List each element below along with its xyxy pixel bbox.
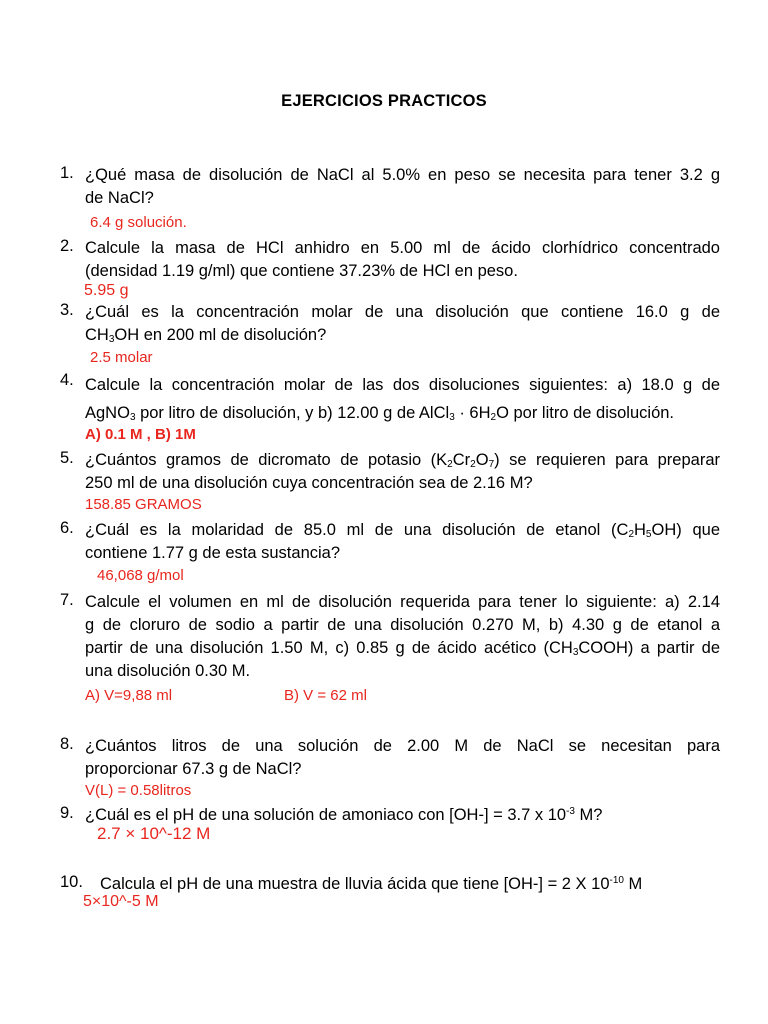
question-1: [60, 164, 720, 210]
question-5: 5. ¿Cuántos gramos de dicromato de potasio $(K_2Cr_2O_7)$ se requieren para preparar 250 ml de una disolución cuya concentración sea de 2.16 M?: [60, 449, 720, 492]
question-6: 6. ¿Cuál es la molaridad de 85.0 ml de una disolución de etanol $(C_2H_5OH)$ que contiene 1.77 g de esta sustancia?: [60, 519, 720, 562]
question-9: 9. ¿Cuál es el pH de una solución de amoniaco con [OH-] = 3.7 x $10^{-3}$ M?: [60, 804, 603, 824]
question-number: 1.: [60, 164, 74, 182]
answer-6: 46,068 g/mol: [97, 567, 184, 584]
answer-2: 5.95 g: [84, 282, 129, 299]
question-3: 3. ¿Cuál es la concentración molar de una disolución que contiene 16.0 g de $CH_3OH$ en 200 ml de disolución?: [60, 301, 720, 345]
answer-4: A) 0.1 M , B) 1M: [85, 426, 196, 443]
answer-7b: B) V = 62 ml: [284, 687, 367, 704]
question-8: 8. ¿Cuántos litros de una solución de 2.00 M de NaCl se necesitan para proporcionar 67.3 g de NaCl?: [60, 735, 720, 778]
question-4: 4. Calcule la concentración molar de las dos disoluciones siguientes: a) 18.0 g de AgNO$_3$ por litro de disolución, y b) 12.00 g de AlCl$_3$ · $6H_2O$ por litro de disolución.: [60, 371, 720, 423]
answer-8: V(L) = 0.58litros: [85, 782, 192, 799]
question-10: 10. Calcula el pH de una muestra de lluvia ácida que tiene [OH-] = 2 X $10^{-10}$ M: [60, 873, 643, 893]
answer-5: 158.85 GRAMOS: [85, 496, 202, 513]
question-text: ¿Qué masa de disolución de NaCl al 5.0% en peso se necesita para tener 3.2 g de NaCl?: [85, 166, 720, 207]
answer-7a: A) V=9,88 ml: [85, 687, 173, 704]
answer-1: 6.4 g solución.: [90, 214, 187, 231]
answer-10: 5×10^-5 M: [83, 893, 159, 910]
answer-3: 2.5 molar: [90, 349, 153, 366]
answer-9: 2.7 × 10^-12 M: [97, 824, 211, 843]
page-title: EJERCICIOS PRACTICOS: [281, 92, 487, 110]
question-7: 7. Calcule el volumen en ml de disolución requerida para tener lo siguiente: a) 2.14 g de cloruro de sodio a partir de una disolución 0.270 M, b) 4.30 g de etanol a partir de una disolución 1.50 M, c) 0.85 g de ácido acético $(CH_3COOH)$ a partir de una disolución 0.30 M.: [60, 591, 721, 680]
question-2: 2. Calcule la masa de HCl anhidro en 5.00 ml de ácido clorhídrico concentrado (densidad 1.19 g/ml) que contiene 37.23% de HCl en peso.: [60, 237, 720, 280]
